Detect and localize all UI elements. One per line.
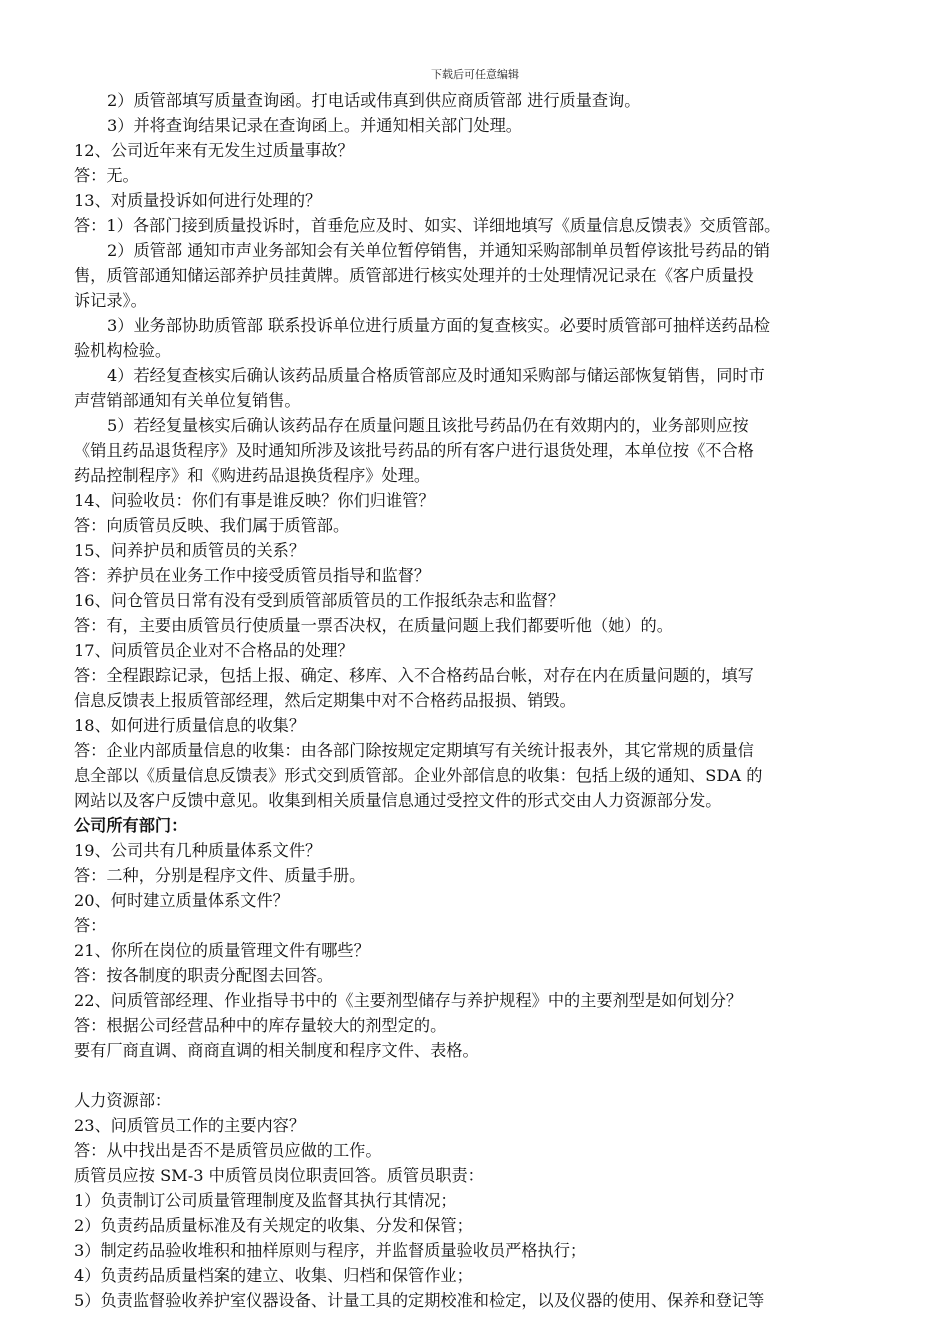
text-line: 答：二种，分别是程序文件、质量手册。 (74, 866, 366, 885)
text-line: 4）负责药品质量档案的建立、收集、归档和保管作业； (74, 1266, 473, 1285)
text-line: 16、问仓管员日常有没有受到质管部质管员的工作报纸杂志和监督？ (74, 591, 565, 610)
text-line: 3）并将查询结果记录在查询函上。并通知相关部门处理。 (107, 116, 522, 135)
document-body (74, 88, 890, 1313)
text-line: 13、对质量投诉如何进行处理的？ (74, 191, 322, 210)
text-line: 答：1）各部门接到质量投诉时，首垂危应及时、如实、详细地填写《质量信息反馈表》交质管部。 (74, 216, 781, 235)
page-header-note: 下载后可任意编辑 (431, 68, 519, 81)
text-line: 验机构检验。 (74, 341, 172, 360)
text-line: 网站以及客户反馈中意见。收集到相关质量信息通过受控文件的形式交由人力资源部分发。 (74, 791, 722, 810)
text-line: 答：按各制度的职责分配图去回答。 (74, 966, 333, 985)
text-line: 答：全程跟踪记录，包括上报、确定、移库、入不合格药品台帐，对存在内在质量问题的，填写 (74, 666, 754, 685)
text-line: 答：无。 (74, 166, 139, 185)
text-line: 答：向质管员反映、我们属于质管部。 (74, 516, 350, 535)
text-line: 答： (74, 916, 107, 935)
text-line: 诉记录》。 (74, 291, 147, 310)
text-line: 5）若经复量核实后确认该药品存在质量问题且该批号药品仍在有效期内的，业务部则应按 (107, 416, 749, 435)
text-line: 答：从中找出是否不是质管员应做的工作。 (74, 1141, 382, 1160)
text-line: 要有厂商直调、商商直调的相关制度和程序文件、表格。 (74, 1041, 479, 1060)
text-line: 17、问质管员企业对不合格品的处理？ (74, 641, 354, 660)
text-line: 1）负责制订公司质量管理制度及监督其执行其情况； (74, 1191, 457, 1210)
text-line: 答：有，主要由质管员行使质量一票否决权，在质量问题上我们都要听他（她）的。 (74, 616, 673, 635)
text-line: 人力资源部： (74, 1091, 172, 1110)
text-line: 23、问质管员工作的主要内容？ (74, 1116, 306, 1135)
text-line: 3）制定药品验收堆积和抽样原则与程序，并监督质量验收员严格执行； (74, 1241, 587, 1260)
text-line: 12、公司近年来有无发生过质量事故？ (74, 141, 354, 160)
text-line: 21、你所在岗位的质量管理文件有哪些？ (74, 941, 370, 960)
text-line: 药品控制程序》和《购进药品退换货程序》处理。 (74, 466, 431, 485)
text-line: 《销且药品退货程序》及时通知所涉及该批号药品的所有客户进行退货处理，本单位按《不合格 (74, 441, 754, 460)
text-line: 2）负责药品质量标准及有关规定的收集、分发和保管； (74, 1216, 473, 1235)
text-line: 3）业务部协助质管部 联系投诉单位进行质量方面的复查核实。必要时质管部可抽样送药品检 (107, 316, 770, 335)
text-line: 15、问养护员和质管员的关系？ (74, 541, 306, 560)
text-line: 质管员应按 SM-3 中质管员岗位职责回答。质管员职责： (74, 1166, 484, 1185)
text-line: 2）质管部填写质量查询函。打电话或伟真到供应商质管部 进行质量查询。 (107, 91, 641, 110)
text-line: 息全部以《质量信息反馈表》形式交到质管部。企业外部信息的收集：包括上级的通知、SDA 的 (74, 766, 763, 785)
text-line: 售，质管部通知储运部养护员挂黄牌。质管部进行核实处理并的士处理情况记录在《客户质量投 (74, 266, 754, 285)
text-line: 2）质管部 通知市声业务部知会有关单位暂停销售，并通知采购部制单员暂停该批号药品的销 (107, 241, 770, 260)
text-line: 19、公司共有几种质量体系文件？ (74, 841, 322, 860)
section-heading: 公司所有部门： (74, 816, 188, 835)
text-line: 答：根据公司经营品种中的库存量较大的剂型定的。 (74, 1016, 447, 1035)
blank-line (74, 1063, 890, 1088)
text-line: 5）负责监督验收养护室仪器设备、计量工具的定期校准和检定，以及仪器的使用、保养和登记等 (74, 1291, 765, 1310)
text-line: 答：企业内部质量信息的收集：由各部门除按规定定期填写有关统计报表外，其它常规的质量信 (74, 741, 754, 760)
text-line: 20、何时建立质量体系文件？ (74, 891, 289, 910)
text-line: 信息反馈表上报质管部经理，然后定期集中对不合格药品报损、销毁。 (74, 691, 576, 710)
text-line: 声营销部通知有关单位复销售。 (74, 391, 301, 410)
text-line: 18、如何进行质量信息的收集？ (74, 716, 306, 735)
text-line: 14、问验收员：你们有事是谁反映？你们归谁管？ (74, 491, 435, 510)
text-line: 22、问质管部经理、作业指导书中的《主要剂型储存与养护规程》中的主要剂型是如何划分？ (74, 991, 743, 1010)
text-line: 答：养护员在业务工作中接受质管员指导和监督？ (74, 566, 431, 585)
text-line: 4）若经复查核实后确认该药品质量合格质管部应及时通知采购部与储运部恢复销售，同时市 (107, 366, 765, 385)
